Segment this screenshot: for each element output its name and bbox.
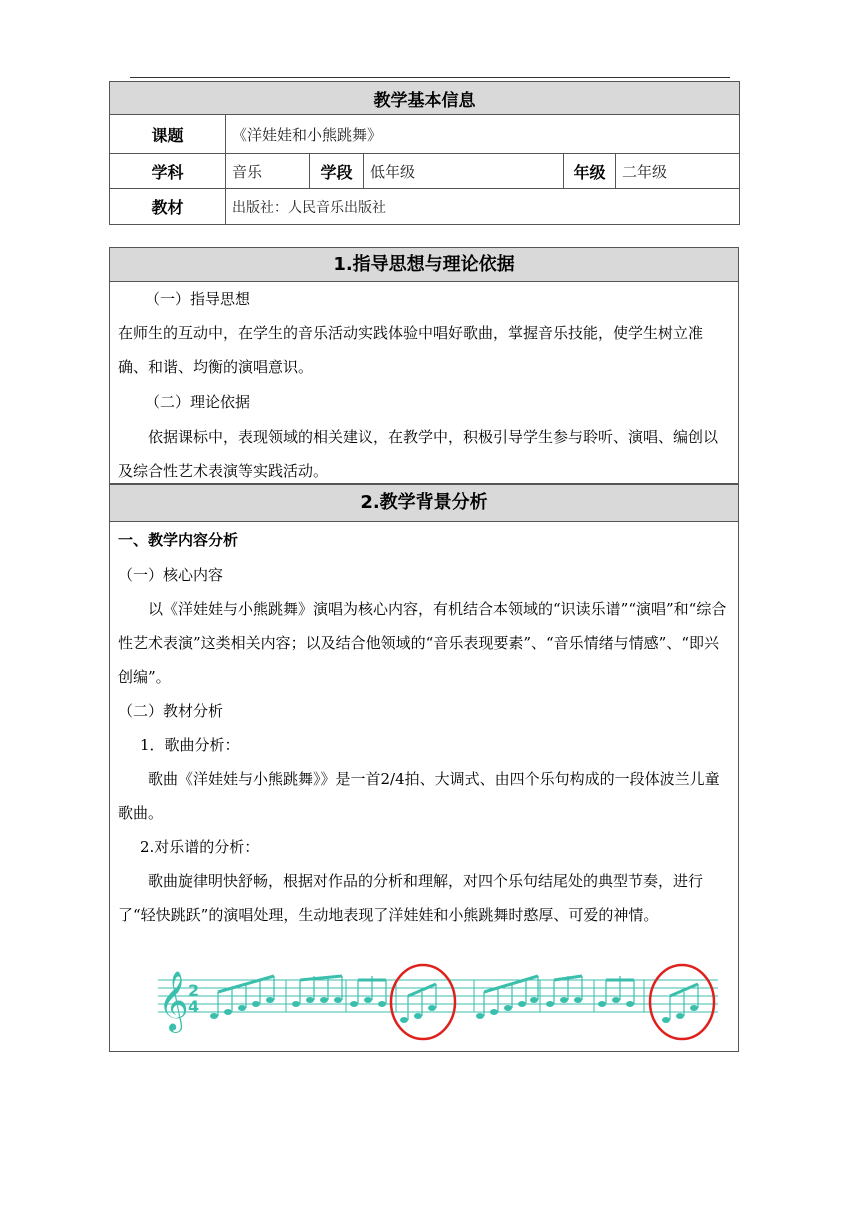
stage-label: 学段	[310, 154, 364, 189]
note-head	[530, 997, 538, 1003]
section2-header: 2.教学背景分析	[110, 485, 738, 522]
note-head	[518, 1001, 526, 1007]
textbook-value: 出版社：人民音乐出版社	[226, 189, 740, 225]
note-head	[210, 1013, 218, 1019]
note-head	[306, 997, 314, 1003]
note-head	[560, 997, 568, 1003]
section2-item2: 2.对乐谱的分析：	[140, 838, 260, 856]
section2-text1: 以《洋娃娃与小熊跳舞》演唱为核心内容，有机结合本领域的“识读乐谱”“演唱”和“综合性艺术表演”这类相关内容；以及结合他领域的“音乐表现要素”、“音乐情绪与情感”、“即兴创编”。	[118, 600, 727, 686]
note-head	[490, 1009, 498, 1015]
note-head	[546, 1001, 554, 1007]
note-head	[476, 1013, 484, 1019]
beam	[300, 976, 342, 980]
note-head	[676, 1013, 684, 1019]
grade-value: 二年级	[616, 154, 740, 189]
section-guiding-ideas	[109, 247, 739, 484]
note-head	[378, 1001, 386, 1007]
note-head	[598, 1001, 606, 1007]
note-head	[662, 1017, 670, 1023]
note-head	[224, 1009, 232, 1015]
top-rule	[130, 77, 730, 78]
time-signature: 2 4	[188, 981, 200, 1016]
note-head	[350, 1001, 358, 1007]
section1-sub1: （一）指导思想	[145, 290, 251, 308]
section2-sub2: （二）教材分析	[118, 702, 224, 720]
beam	[484, 976, 538, 992]
note-head	[574, 997, 582, 1003]
section2-part1-title: 一、教学内容分析	[118, 531, 239, 549]
section2-text3: 歌曲旋律明快舒畅，根据对作品的分析和理解，对四个乐句结尾处的典型节奏，进行了“轻快跳跃”的演唱处理，生动地表现了洋娃娃和小熊跳舞时憨厚、可爱的神情。	[118, 872, 704, 924]
topic-value: 《洋娃娃和小熊跳舞》	[226, 115, 740, 154]
section1-text2: 依据课标中，表现领域的相关建议，在教学中，积极引导学生参与聆听、演唱、编创以及综合性艺术表演等实践活动。	[118, 428, 719, 480]
subject-label: 学科	[110, 154, 226, 189]
note-head	[252, 1001, 260, 1007]
note-head	[334, 997, 342, 1003]
note-head	[266, 997, 274, 1003]
section1-sub2: （二）理论依据	[145, 393, 251, 411]
topic-label: 课题	[110, 115, 226, 154]
textbook-label: 教材	[110, 189, 226, 225]
basic-info-table	[109, 81, 740, 225]
beam	[554, 976, 582, 980]
note-head	[414, 1013, 422, 1019]
note-head	[428, 1005, 436, 1011]
note-head	[238, 1005, 246, 1011]
subject-value: 音乐	[226, 154, 310, 189]
section2-sub1: （一）核心内容	[118, 566, 224, 584]
basic-info-header: 教学基本信息	[110, 82, 740, 115]
note-head	[626, 1001, 634, 1007]
section2-text2: 歌曲《洋娃娃与小熊跳舞》》是一首2/4拍、大调式、由四个乐句构成的一段体波兰儿童歌曲。	[118, 770, 720, 822]
note-head	[364, 997, 372, 1003]
section1-text1: 在师生的互动中，在学生的音乐活动实践体验中唱好歌曲，掌握音乐技能，使学生树立准确、和谐、均衡的演唱意识。	[118, 324, 704, 376]
section2-item1: 1．歌曲分析：	[140, 736, 240, 754]
note-head	[690, 1005, 698, 1011]
highlight-circle-2	[650, 965, 714, 1039]
stage-value: 低年级	[364, 154, 564, 189]
highlight-circle-1	[391, 965, 455, 1039]
section1-header: 1.指导思想与理论依据	[110, 248, 738, 282]
note-head	[504, 1005, 512, 1011]
note-head	[400, 1017, 408, 1023]
grade-label: 年级	[564, 154, 616, 189]
music-score-image	[158, 958, 718, 1046]
note-head	[320, 997, 328, 1003]
treble-clef-icon: 𝄞	[158, 971, 189, 1031]
note-head	[612, 997, 620, 1003]
note-head	[292, 1001, 300, 1007]
